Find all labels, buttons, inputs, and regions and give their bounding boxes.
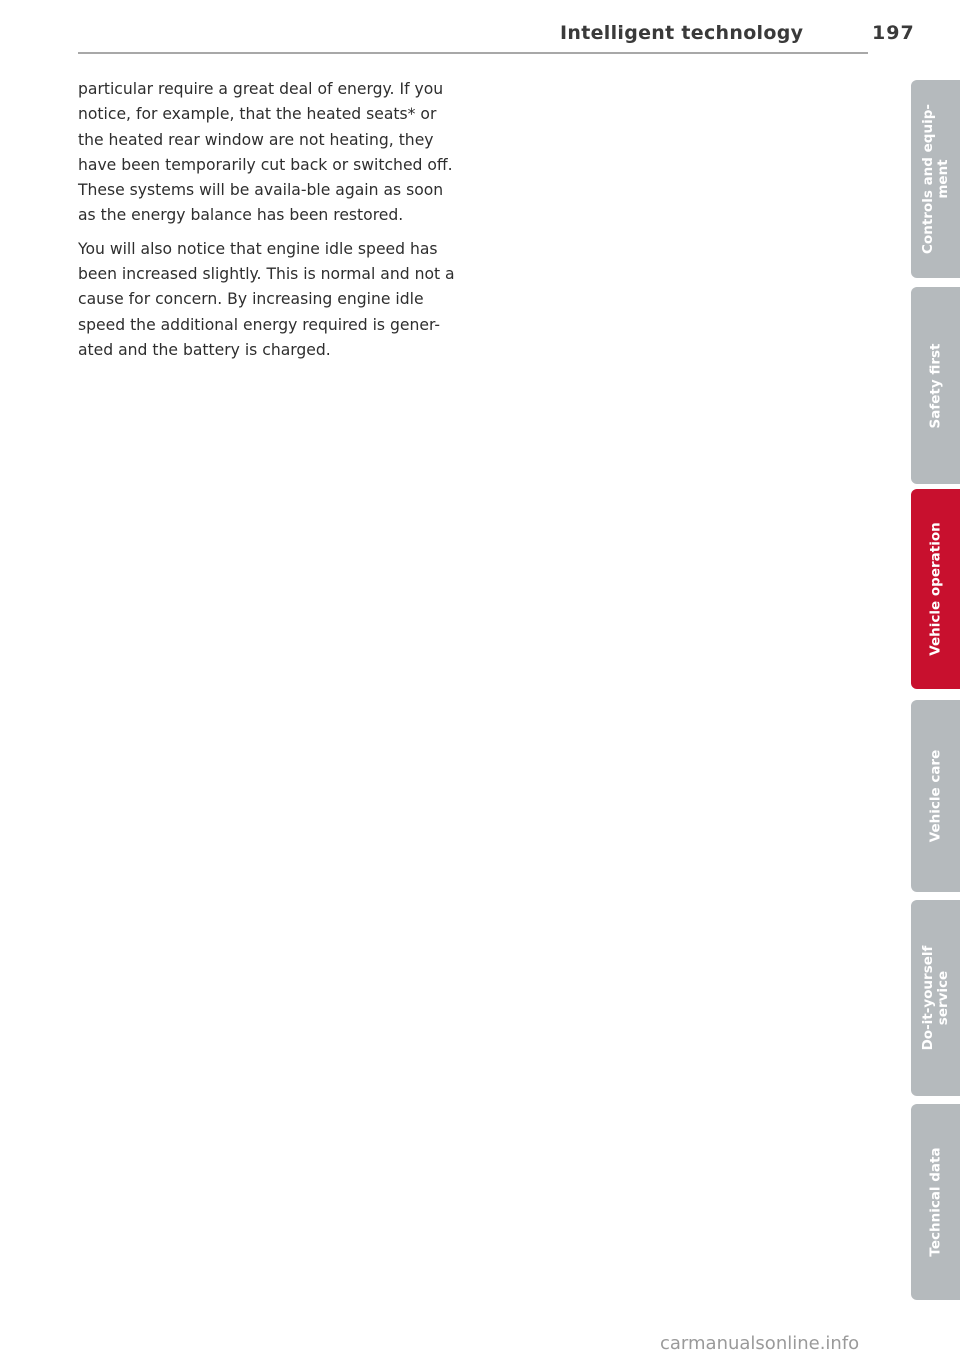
body-text	[78, 77, 458, 371]
tab-safety-first[interactable]	[911, 287, 960, 484]
tab-label: Vehicle operation	[927, 522, 943, 656]
paragraph: You will also notice that engine idle speed has been increased slightly. This is normal and not a cause for concern. By increasing engine idle speed the additional energy required is gener-ated and the battery is charged.	[78, 239, 455, 359]
tab-do-it-yourself-service[interactable]	[911, 900, 960, 1096]
tab-label: Controls and equip- ment	[919, 104, 951, 254]
page-number: 197	[872, 22, 915, 44]
header-divider	[78, 52, 868, 54]
tab-label: Technical data	[927, 1147, 943, 1257]
watermark: carmanualsonline.info	[660, 1333, 860, 1354]
paragraph: particular require a great deal of energy. If you notice, for example, that the heated seats* or the heated rear window are not heating, they have been temporarily cut back or switched off. These systems will be availa-ble again as soon as the energy balance has been restored.	[78, 80, 453, 225]
tab-technical-data[interactable]	[911, 1104, 960, 1300]
section-title: Intelligent technology	[560, 22, 804, 44]
tab-vehicle-operation[interactable]	[911, 489, 960, 689]
tab-label: Safety first	[927, 343, 943, 428]
tab-vehicle-care[interactable]	[911, 700, 960, 892]
tab-label: Vehicle care	[927, 749, 943, 843]
tab-controls-and-equipment[interactable]	[911, 80, 960, 278]
tab-label: Do-it-yourself service	[919, 945, 951, 1051]
